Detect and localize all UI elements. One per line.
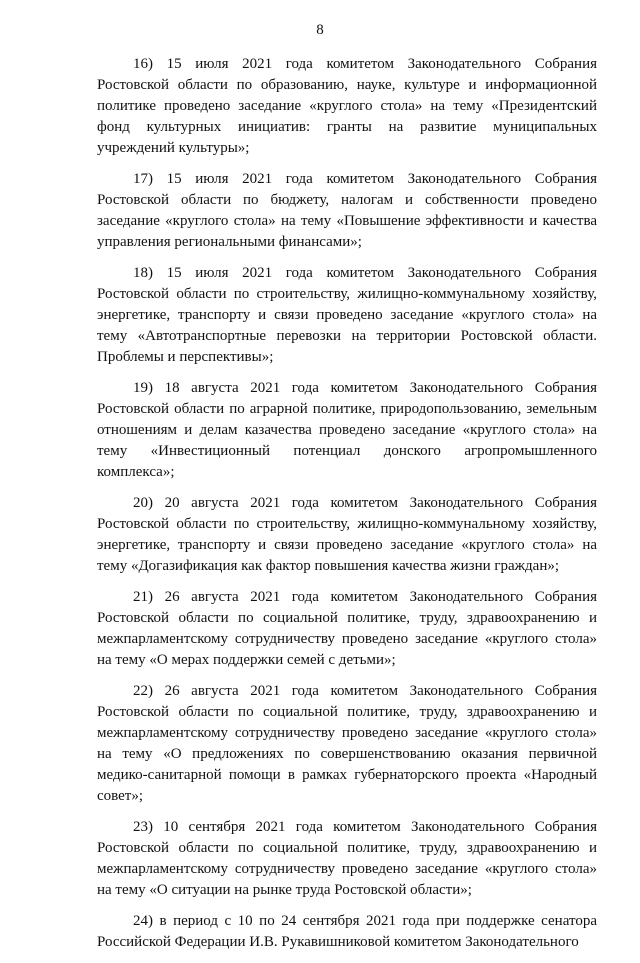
paragraph-24: 24) в период с 10 по 24 сентября 2021 года при поддержке сенатора Российской Федерации И.В. Рукавишниковой комитетом Законодательного [97,913,597,950]
document-body [97,54,597,963]
paragraph-16: 16) 15 июля 2021 года комитетом Законодательного Собрания Ростовской области по образованию, науке, культуре и информационной политике проведено заседание «круглого стола» на тему «Президентский фонд культурных инициатив: гранты на развитие муниципальных учреждений культуры»; [97,56,597,156]
paragraph-17: 17) 15 июля 2021 года комитетом Законодательного Собрания Ростовской области по бюджету, налогам и собственности проведено заседание «круглого стола» на тему «Повышение эффективности и качества управления региональными финансами»; [97,171,597,250]
paragraph-20: 20) 20 августа 2021 года комитетом Законодательного Собрания Ростовской области по строительству, жилищно-коммунальному хозяйству, энергетике, транспорту и связи проведено заседание «круглого стола» на тему «Догазификация как фактор повышения качества жизни граждан»; [97,495,597,574]
paragraph-21: 21) 26 августа 2021 года комитетом Законодательного Собрания Ростовской области по социальной политике, труду, здравоохранению и межпарламентскому сотрудничеству проведено заседание «круглого стола» на тему «О мерах поддержки семей с детьми»; [97,589,597,668]
paragraph-19: 19) 18 августа 2021 года комитетом Законодательного Собрания Ростовской области по аграрной политике, природопользованию, земельным отношениям и делам казачества проведено заседание «круглого стола» на тему «Инвестиционный потенциал донского агропромышленного комплекса»; [97,380,597,480]
paragraph-18: 18) 15 июля 2021 года комитетом Законодательного Собрания Ростовской области по строительству, жилищно-коммунальному хозяйству, энергетике, транспорту и связи проведено заседание «круглого стола» на тему «Автотранспортные перевозки на территории Ростовской области. Проблемы и перспективы»; [97,265,597,365]
page-number: 8 [316,22,324,38]
paragraph-22: 22) 26 августа 2021 года комитетом Законодательного Собрания Ростовской области по социальной политике, труду, здравоохранению и межпарламентскому сотрудничеству проведено заседание «круглого стола» на тему «О предложениях по совершенствованию оказания первичной медико-санитарной помощи в рамках губернаторского проекта «Народный совет»; [97,683,597,804]
paragraph-23: 23) 10 сентября 2021 года комитетом Законодательного Собрания Ростовской области по социальной политике, труду, здравоохранению и межпарламентскому сотрудничеству проведено заседание «круглого стола» на тему «О ситуации на рынке труда Ростовской области»; [97,819,597,898]
